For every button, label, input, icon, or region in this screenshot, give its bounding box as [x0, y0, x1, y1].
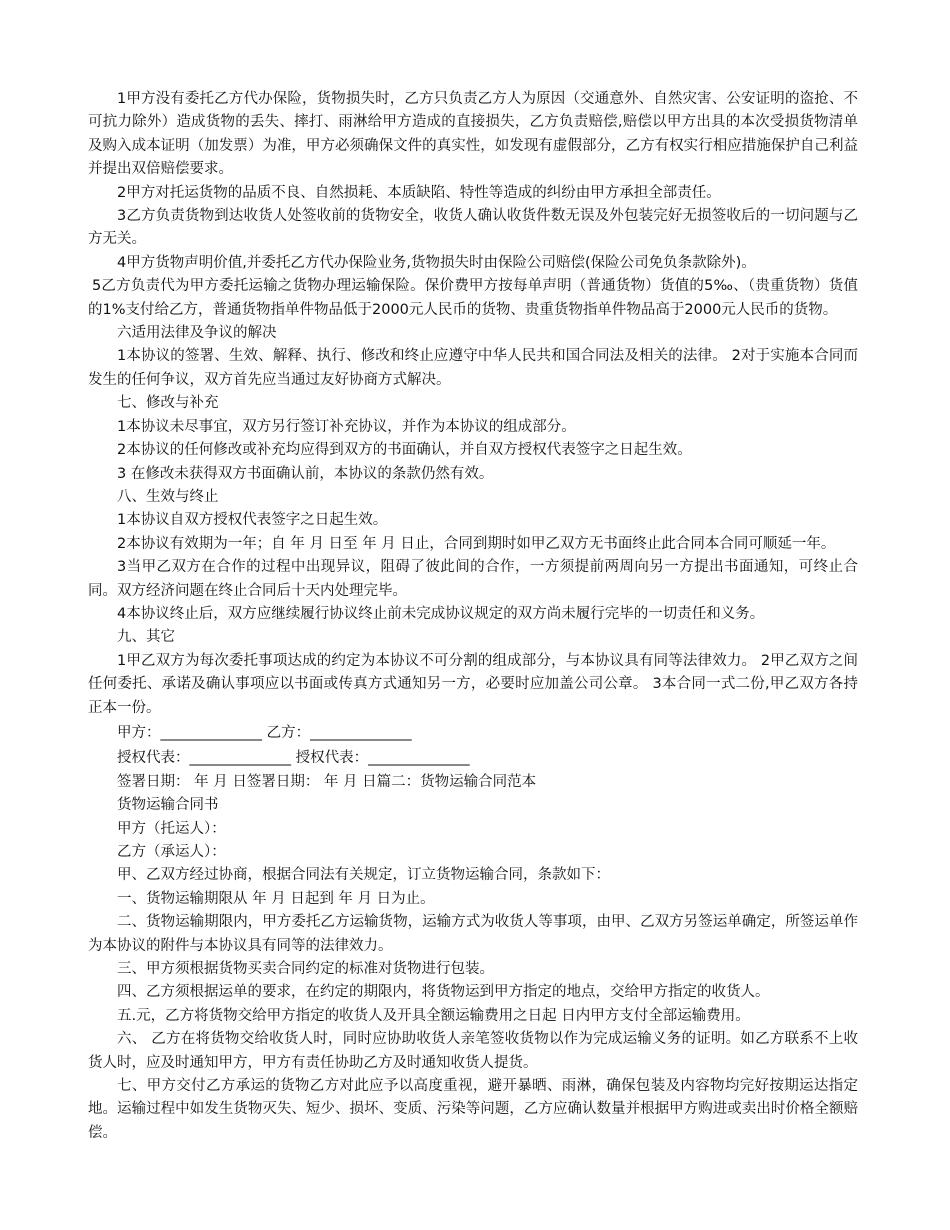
carrier-line: 乙方（承运人）： — [117, 844, 226, 860]
shipper-line: 甲方（托运人）： — [117, 820, 226, 837]
clause-paragraph: 1甲乙双方为每次委托事项达成的约定为本协议不可分割的组成部分，与本协议具有同等法律效力。 2甲乙双方之间任何委托、承诺及确认事项应以书面或传真方式通知另一方，必要时应加盖公司公章。 3本合同一式二份,甲乙双方各持正本一份。 — [88, 652, 858, 716]
clause-paragraph: 1本协议未尽事宜，双方另行签订补充协议，并作为本协议的组成部分。 — [117, 418, 576, 435]
signature-representative-line: 授权代表：______________ 授权代表：______________ — [117, 750, 470, 767]
clause-paragraph: 1本协议的签署、生效、解释、执行、修改和终止应遵守中华人民共和国合同法及相关的法律。 2对于实施本合同而发生的任何争议，双方首先应当通过友好协商方式解决。 — [88, 348, 858, 388]
contract-paragraph: 五.元，乙方将货物交给甲方指定的收货人及开具全额运输费用之日起 日内甲方支付全部运输费用。 — [117, 1007, 750, 1024]
clause-paragraph: 1本协议自双方授权代表签字之日起生效。 — [117, 512, 388, 529]
contract-title: 货物运输合同书 — [117, 797, 219, 814]
section-heading: 七、修改与补充 — [117, 395, 219, 412]
signature-party-line: 甲方：______________ 乙方：______________ — [117, 724, 412, 741]
clause-paragraph: 3 在修改未获得双方书面确认前，本协议的条款仍然有效。 — [117, 465, 494, 482]
clause-paragraph: 5乙方负责代为甲方委托运输之货物办理运输保险。保价费甲方按每单声明（普通货物）货值的5‰、（贵重货物）货值的1%支付给乙方，普通货物指单件物品低于2000元人民币的货物、贵重货物指单件物品高于2000元人民币的货物。 — [88, 278, 858, 318]
document-page — [88, 88, 858, 1145]
section-heading: 九、其它 — [117, 629, 175, 646]
section-heading: 八、生效与终止 — [117, 488, 219, 505]
contract-paragraph: 四、乙方须根据运单的要求，在约定的期限内，将货物运到甲方指定的地点，交给甲方指定的收货人。 — [117, 984, 770, 1001]
clause-paragraph: 4甲方货物声明价值,并委托乙方代办保险业务,货物损失时由保险公司赔偿(保险公司免负条款除外)。 — [117, 254, 756, 271]
contract-paragraph: 甲、乙双方经过协商，根据合同法有关规定，订立货物运输合同，条款如下： — [117, 867, 610, 884]
contract-paragraph: 二、货物运输期限内，甲方委托乙方运输货物，运输方式为收货人等事项，由甲、乙双方另签运单确定，所签运单作为本协议的附件与本协议具有同等的法律效力。 — [88, 914, 858, 954]
clause-paragraph: 4本协议终止后，双方应继续履行协议终止前未完成协议规定的双方尚未履行完毕的一切责任和义务。 — [117, 605, 765, 622]
contract-paragraph: 七、甲方交付乙方承运的货物乙方对此应予以高度重视，避开暴晒、雨淋，确保包装及内容物均完好按期运达指定地。运输过程中如发生货物灭失、短少、损坏、变质、污染等问题，乙方应确认数量并根据甲方购进或卖出时价格全额赔偿。 — [88, 1078, 858, 1141]
contract-paragraph: 三、甲方须根据货物买卖合同约定的标准对货物进行包装。 — [117, 961, 494, 978]
clause-paragraph: 3当甲乙双方在合作的过程中出现异议，阻碍了彼此间的合作，一方须提前两周向另一方提出书面通知，可终止合同。双方经济问题在终止合同后十天内处理完毕。 — [88, 559, 858, 599]
contract-paragraph: 一、货物运输期限从 年 月 日起到 年 月 日为止。 — [117, 890, 435, 907]
signature-date-line: 签署日期： 年 月 日签署日期： 年 月 日篇二：货物运输合同范本 — [117, 773, 537, 790]
clause-paragraph: 3乙方负责货物到达收货人处签收前的货物安全，收货人确认收货件数无误及外包装完好无损签收后的一切问题与乙方无关。 — [88, 208, 858, 248]
section-heading: 六适用法律及争议的解决 — [117, 325, 277, 342]
clause-paragraph: 1甲方没有委托乙方代办保险，货物损失时，乙方只负责乙方人为原因（交通意外、自然灾害、公安证明的盗抢、不可抗力除外）造成货物的丢失、摔打、雨淋给甲方造成的直接损失，乙方负责赔偿,赔偿以甲方出具的本次受损货物清单及购入成本证明（加发票）为准，甲方必须确保文件的真实性，如发现有虚假部分，乙方有权实行相应措施保护自己利益并提出双倍赔偿要求。 — [88, 91, 858, 178]
clause-paragraph: 2本协议有效期为一年；自 年 月 日至 年 月 日止，合同到期时如甲乙双方无书面终止此合同本合同可顺延一年。 — [117, 535, 836, 552]
clause-paragraph: 2本协议的任何修改或补充均应得到双方的书面确认，并自双方授权代表签字之日起生效。 — [117, 442, 692, 459]
contract-paragraph: 六、 乙方在将货物交给收货人时，同时应协助收货人亲笔签收货物以作为完成运输义务的证明。如乙方联系不上收货人时，应及时通知甲方，甲方有责任协助乙方及时通知收货人提货。 — [88, 1031, 858, 1071]
clause-paragraph: 2甲方对托运货物的品质不良、自然损耗、本质缺陷、特性等造成的纠纷由甲方承担全部责任。 — [117, 184, 721, 201]
